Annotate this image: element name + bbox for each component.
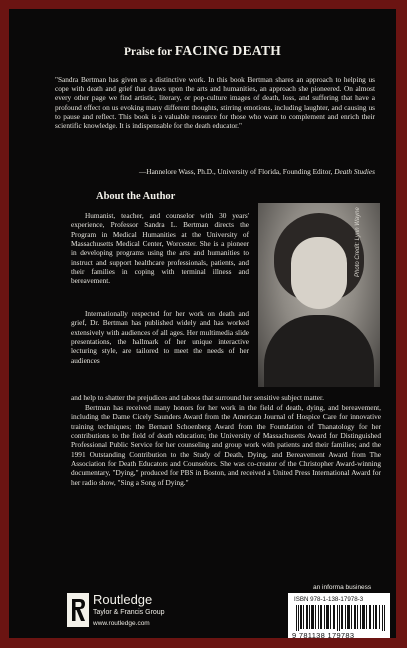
publisher-name: Routledge (93, 592, 153, 607)
attribution-text: —Hannelore Wass, Ph.D., University of Florida, Founding Editor, (139, 167, 335, 176)
praise-quote: "Sandra Bertman has given us a distinctive work. In this book Bertman shares an approach to helping us cope with death and grief that draws upon the arts and humanities, an approach she pioneered. On almost every other page we find artistic, literary, or pop-culture images of death, loss, and suffering that have a profound effect on us evoking many different thoughts, stirring emotions, including laughter, and causing us to pause and reflect. This book is a valuable resource for those who want to complement and enrich their scientific knowledge. It is indispensable for the death educator." (55, 75, 375, 131)
bio-paragraph-1: Humanist, teacher, and counselor with 30 years' experience, Professor Sandra L. Bertman directs the Program in Medical Humanities at the University of Massachusetts Medical Center, Worcester. She is a pioneer in developing programs using the arts and humanities to instruct and support healthcare professionals, patients, and their families in coping with terminal illness and bereavement. (71, 211, 249, 286)
bio-paragraph-2-continued: and help to shatter the prejudices and taboos that surround her sensitive subject matter. (71, 393, 324, 402)
informa-tagline: an informa business (313, 584, 372, 591)
photo-face (291, 237, 347, 309)
back-cover (9, 9, 396, 638)
book-title: FACING DEATH (174, 43, 282, 58)
barcode-bars (296, 605, 386, 631)
publisher-group: Taylor & Francis Group (93, 609, 165, 616)
bio-paragraph-3: Bertman has received many honors for her work in the field of death, dying, and bereavement, including the Dame Cicely Saunders Award from the American Journal of Hospice Care for innovative training techniques; the Bernard Schoenberg Award from the Foundation of Thanatology for her contributions to the field of death education; the University of Massachusetts Award for Distinguished Professional Public Service for her counseling and group work with patients and their families; and the 1991 Outstanding Contribution to the Study of Death, Dying, and Bereavement Award from The Association for Death Educators and Counselors. She was co-creator of the Christopher Award-winning documentary, "Dying," produced for PBS in Boston, and received a United Press International Award for her radio show, "Sing a Song of Dying." (71, 403, 381, 487)
photo-body (264, 315, 374, 387)
author-photo (258, 203, 380, 387)
praise-prefix: Praise for (123, 46, 172, 58)
quote-attribution (139, 167, 389, 176)
about-author-heading: About the Author (96, 191, 176, 202)
isbn-text: ISBN 978-1-138-17978-3 (294, 596, 364, 603)
barcode-panel (288, 593, 390, 638)
barcode-number: 9 781138 179783 (292, 631, 355, 638)
attribution-journal: Death Studies (334, 167, 375, 176)
photo-credit: Photo Credit: Lynn Wayne (355, 207, 361, 277)
publisher-url: www.routledge.com (93, 620, 150, 627)
routledge-logo-icon (67, 593, 89, 627)
bio-paragraph-2: Internationally respected for her work on death and grief, Dr. Bertman has published widely and has worked extensively with audiences of all ages. Her multimedia slide presentations, the hallmark of her unique interactive lecturing style, are tailored to meet the needs of her audiences (71, 309, 249, 365)
praise-heading (9, 43, 396, 59)
